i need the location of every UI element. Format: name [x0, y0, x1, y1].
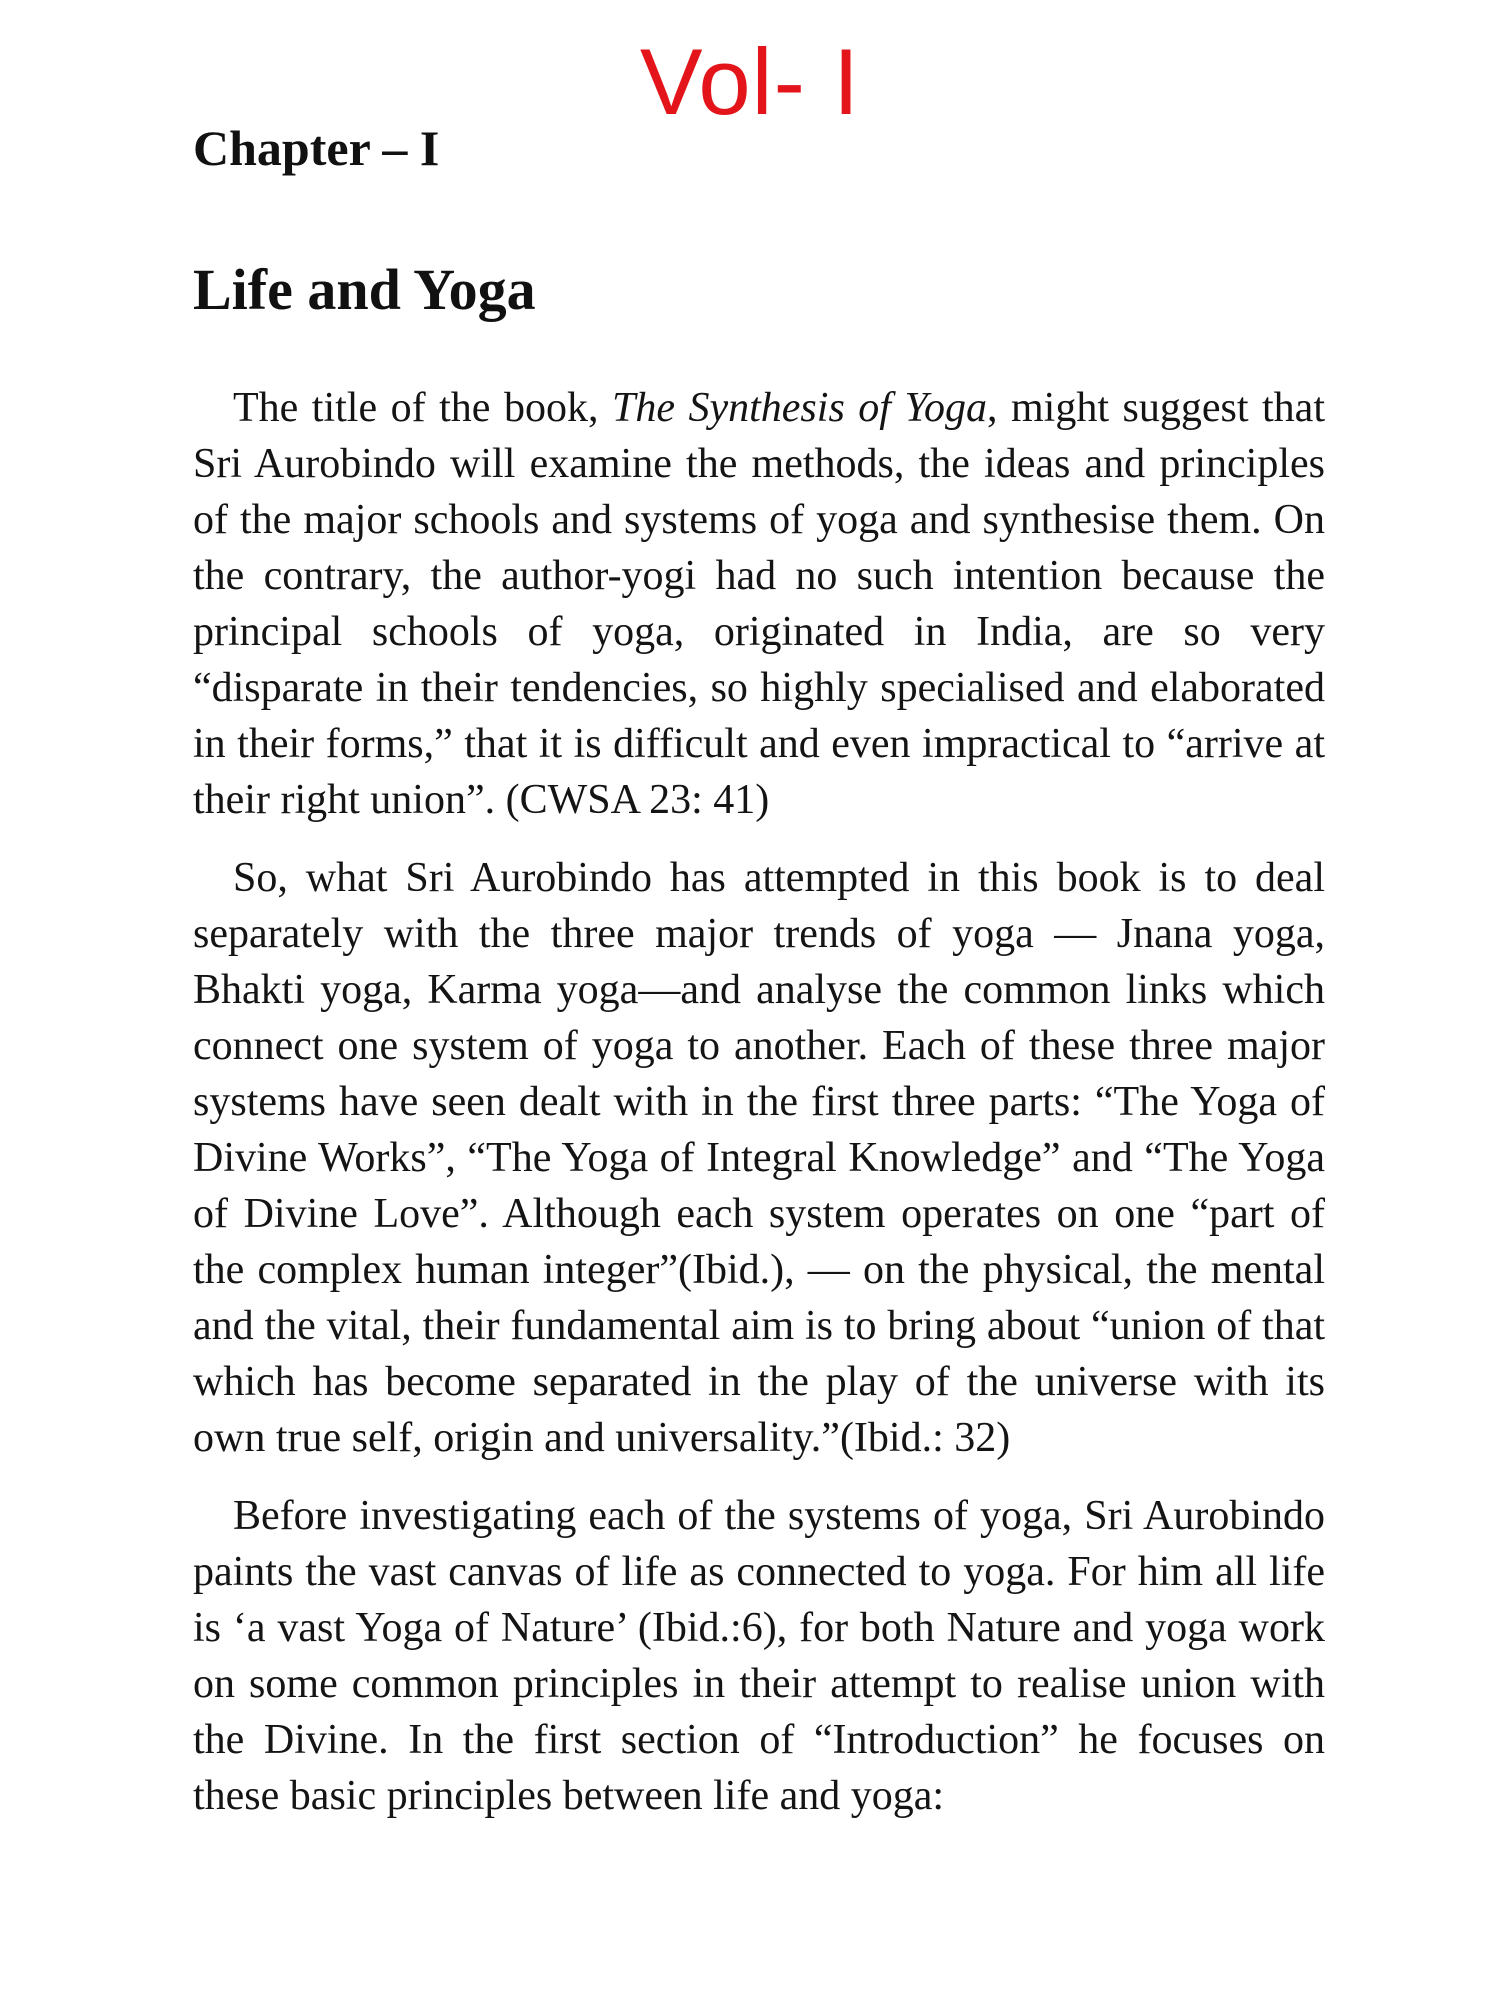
paragraph-1-lead: The title of the book,: [233, 385, 612, 431]
volume-label: Vol- I: [639, 29, 861, 134]
paragraph-2: So, what Sri Aurobindo has attempted in this book is to deal separately with the three major trends of yoga — Jnana yoga, Bhakti yoga, Karma yoga—and analyse the common links which connect one system of yoga to another. Each of these three major systems have seen dealt with in the first three parts: “The Yoga of Divine Works”, “The Yoga of Integral Knowledge” and “The Yoga of Divine Love”. Although each system operates on one “part of the complex human integer”(Ibid.), — on the physical, the mental and the vital, their fundamental aim is to bring about “union of that which has become separated in the play of the universe with its own true self, origin and universality.”(Ibid.: 32): [193, 855, 1325, 1461]
paragraph-1: [193, 380, 1325, 828]
body-text: [193, 380, 1325, 1824]
section-title: Life and Yoga: [193, 257, 536, 322]
chapter-heading: Chapter – I: [193, 120, 440, 176]
paragraph-1-rest: , might suggest that Sri Aurobindo will examine the methods, the ideas and principles of the major schools and systems of yoga and synthesise them. On the contrary, the author-yogi had no such intention because the principal schools of yoga, originated in India, are so very “disparate in their tendencies, so highly specialised and elaborated in their forms,” that it is difficult and even impractical to “arrive at their right union”. (CWSA 23: 41): [193, 385, 1325, 823]
book-title-italic: The Synthesis of Yoga: [611, 385, 987, 431]
paragraph-3: Before investigating each of the systems of yoga, Sri Aurobindo paints the vast canvas of life as connected to yoga. For him all life is ‘a vast Yoga of Nature’ (Ibid.:6), for both Nature and yoga work on some common principles in their attempt to realise union with the Divine. In the first section of “Introduction” he focuses on these basic principles between life and yoga:: [193, 1493, 1325, 1819]
